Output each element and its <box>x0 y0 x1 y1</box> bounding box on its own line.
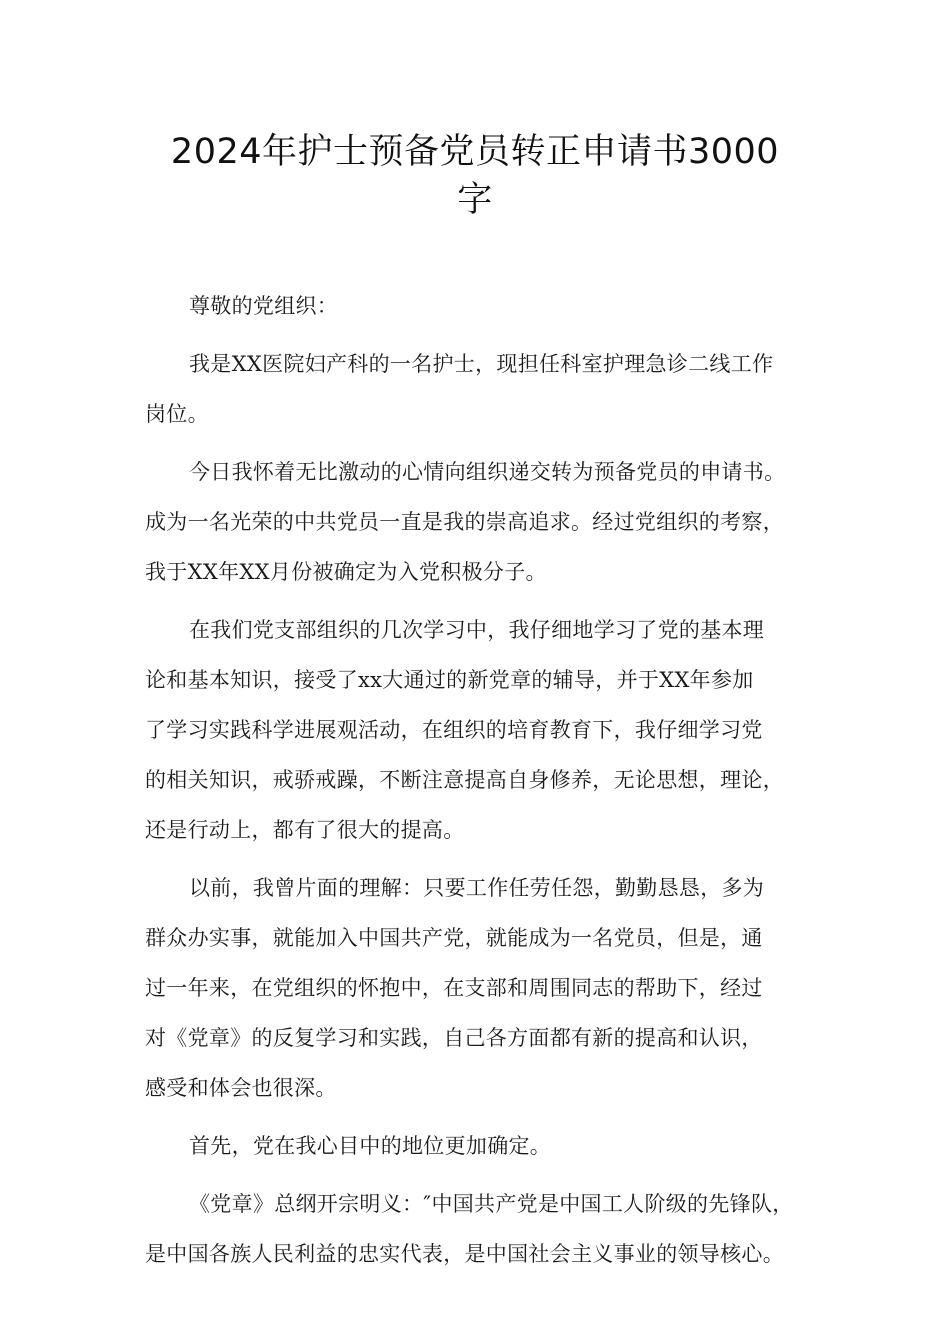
text-line: 了学习实践科学进展观活动，在组织的培育教育下，我仔细学习党 <box>145 718 763 742</box>
title-line: 2024年护士预备党员转正申请书3000 <box>170 132 780 172</box>
text-line: 还是行动上，都有了很大的提高。 <box>145 818 465 842</box>
text-line: 的相关知识，戒骄戒躁，不断注意提高自身修养，无论思想，理论， <box>145 768 784 792</box>
text-line: 群众办实事，就能加入中国共产党，就能成为一名党员，但是，通 <box>145 926 763 950</box>
text-line: 在我们党支部组织的几次学习中，我仔细地学习了党的基本理 <box>189 618 765 642</box>
body-paragraph <box>145 1121 835 1171</box>
text-line: 我于XX年XX月份被确定为入党积极分子。 <box>145 560 547 584</box>
body-paragraph <box>145 1179 835 1279</box>
text-line: 首先，党在我心目中的地位更加确定。 <box>189 1134 552 1158</box>
text-line: 成为一名光荣的中共党员一直是我的崇高追求。经过党组织的考察， <box>145 510 784 534</box>
text-line: 《党章》总纲开宗明义：″中国共产党是中国工人阶级的先锋队， <box>189 1192 794 1216</box>
body-paragraph <box>145 339 835 439</box>
text-line: 是中国各族人民利益的忠实代表，是中国社会主义事业的领导核心。 <box>145 1242 784 1266</box>
text-line: 感受和体会也很深。 <box>145 1076 337 1100</box>
title-line: 字 <box>457 180 493 220</box>
body-paragraph <box>145 863 835 1113</box>
text-line: 尊敬的党组织： <box>189 294 339 318</box>
body-paragraph <box>145 605 835 855</box>
text-line: 以前，我曾片面的理解：只要工作任劳任怨，勤勤恳恳，多为 <box>189 876 765 900</box>
body-paragraph <box>145 447 835 597</box>
text-line: 我是XX医院妇产科的一名护士，现担任科室护理急诊二线工作 <box>189 352 774 376</box>
text-line: 过一年来，在党组织的怀抱中，在支部和周围同志的帮助下，经过 <box>145 976 763 1000</box>
document-body <box>145 281 835 1287</box>
text-line: 论和基本知识，接受了xx大通过的新党章的辅导，并于XX年参加 <box>145 668 754 692</box>
document-title <box>130 128 820 224</box>
salutation-paragraph <box>145 281 835 331</box>
text-line: 岗位。 <box>145 402 209 426</box>
text-line: 对《党章》的反复学习和实践，自己各方面都有新的提高和认识， <box>145 1026 763 1050</box>
text-line: 今日我怀着无比激动的心情向组织递交转为预备党员的申请书。 <box>189 460 786 484</box>
